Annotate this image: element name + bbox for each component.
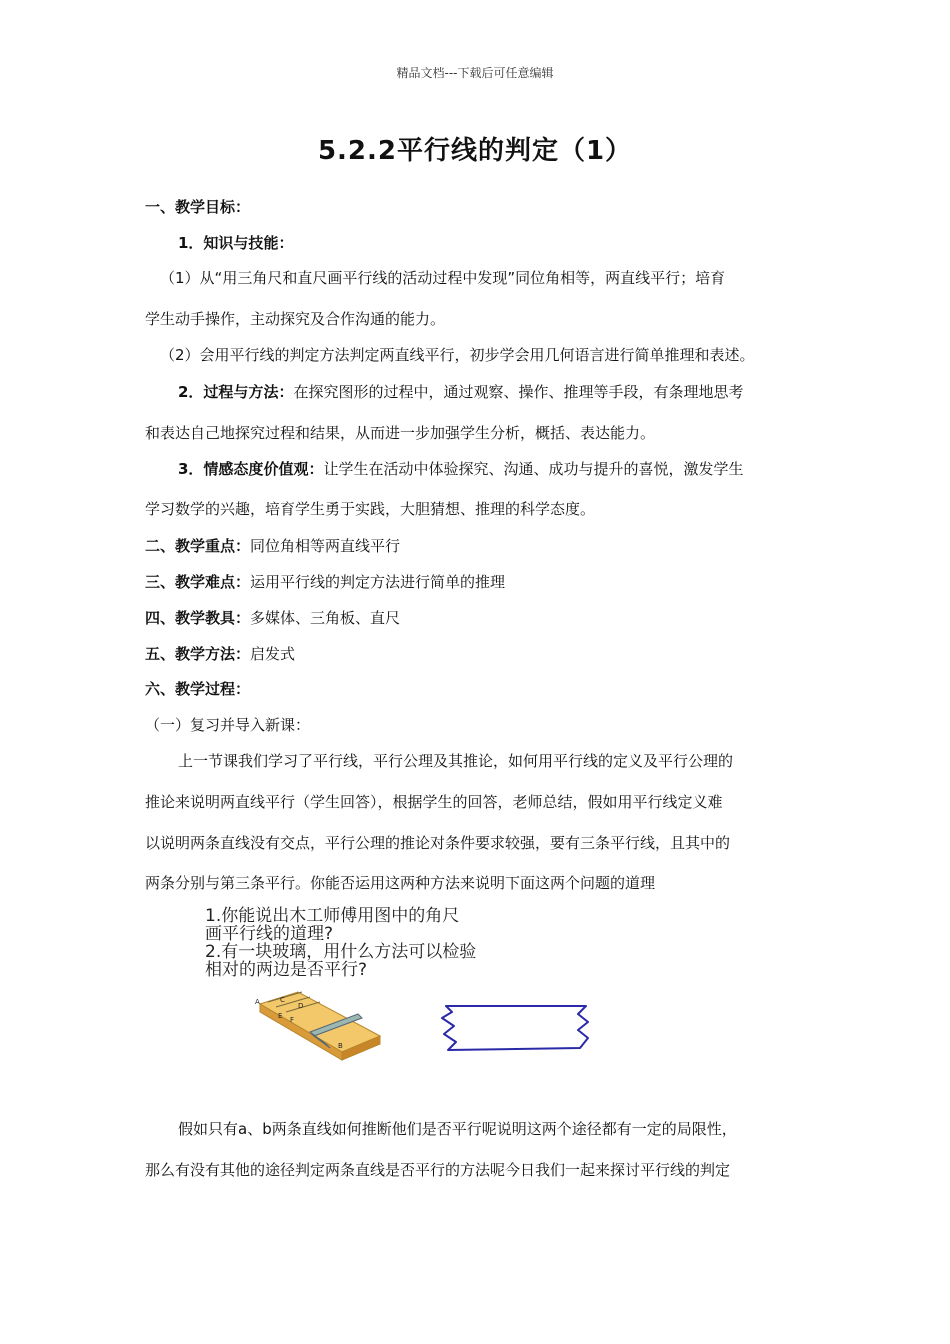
section-5-label: 五、教学方法： <box>145 645 251 663</box>
section-4 <box>145 608 400 628</box>
figure-question-1-line-2: 画平行线的道理? <box>205 924 334 944</box>
section-3-label: 三、教学难点： <box>145 573 251 591</box>
figure-question-2-line-1: 2.有一块玻璃，用什么方法可以检验 <box>205 942 477 962</box>
section-5-text: 启发式 <box>250 645 296 663</box>
knowledge-item-1-line-1: （1）从“用三角尺和直尺画平行线的活动过程中发现”同位角相等，两直线平行；培育 <box>160 269 726 287</box>
section-5 <box>145 644 295 664</box>
closing-line-1: 假如只有a、b两条直线如何推断他们是否平行呢说明这两个途径都有一定的局限性， <box>178 1120 737 1138</box>
section-6-heading: 六、教学过程： <box>145 680 251 698</box>
section-3 <box>145 572 505 592</box>
section-3-text: 运用平行线的判定方法进行简单的推理 <box>250 573 506 591</box>
attitude-line-1 <box>178 459 743 479</box>
figure-label-c: C <box>280 996 285 1004</box>
section-1-heading: 一、教学目标： <box>145 198 251 216</box>
process-method-label: 2．过程与方法： <box>178 383 294 401</box>
process-method-text: 在探究图形的过程中，通过观察、操作、推理等手段，有条理地思考 <box>293 383 744 401</box>
process-method-line-1 <box>178 382 743 402</box>
section-4-text: 多媒体、三角板、直尺 <box>250 609 401 627</box>
figure-label-e: E <box>278 1012 283 1020</box>
section-2-label: 二、教学重点： <box>145 537 251 555</box>
attitude-line-2: 学习数学的兴趣，培育学生勇于实践，大胆猜想、推理的科学态度。 <box>145 500 596 518</box>
process-method-line-2: 和表达自己地探究过程和结果，从而进一步加强学生分析，概括、表达能力。 <box>145 424 656 442</box>
page-header: 精品文档---下载后可任意编辑 <box>396 66 554 80</box>
figure-label-a: A <box>255 998 260 1006</box>
knowledge-label: 1．知识与技能： <box>178 234 294 252</box>
figure-label-f: F <box>290 1016 295 1024</box>
glass-pane-illustration <box>436 1000 606 1056</box>
figure-question-1-line-1: 1.你能说出木工师傅用图中的角尺 <box>205 906 460 926</box>
knowledge-item-1-line-2: 学生动手操作，主动探究及合作沟通的能力。 <box>145 310 446 328</box>
page-title: 5.2.2平行线的判定（1） <box>317 136 633 166</box>
attitude-text: 让学生在活动中体验探究、沟通、成功与提升的喜悦，激发学生 <box>323 460 744 478</box>
section-2 <box>145 536 400 556</box>
intro-line-1: 上一节课我们学习了平行线，平行公理及其推论，如何用平行线的定义及平行公理的 <box>178 752 734 770</box>
knowledge-item-2: （2）会用平行线的判定方法判定两直线平行，初步学会用几何语言进行简单推理和表述。 <box>160 346 755 364</box>
intro-line-3: 以说明两条直线没有交点，平行公理的推论对条件要求较强，要有三条平行线，且其中的 <box>145 834 731 852</box>
section-2-text: 同位角相等两直线平行 <box>250 537 401 555</box>
intro-line-2: 推论来说明两直线平行（学生回答），根据学生的回答，老师总结，假如用平行线定义难 <box>145 793 723 811</box>
attitude-label: 3．情感态度价值观： <box>178 460 324 478</box>
subsection-1-heading: （一）复习并导入新课： <box>145 716 311 734</box>
section-4-label: 四、教学教具： <box>145 609 251 627</box>
figure-label-d: D <box>298 1002 304 1010</box>
figure-question-2-line-2: 相对的两边是否平行? <box>205 960 368 980</box>
closing-line-2: 那么有没有其他的途径判定两条直线是否平行的方法呢今日我们一起来探讨平行线的判定 <box>145 1161 731 1179</box>
carpenter-square-illustration <box>250 990 390 1062</box>
figure-label-b: B <box>338 1042 343 1050</box>
intro-line-4: 两条分别与第三条平行。你能否运用这两种方法来说明下面这两个问题的道理 <box>145 874 656 892</box>
